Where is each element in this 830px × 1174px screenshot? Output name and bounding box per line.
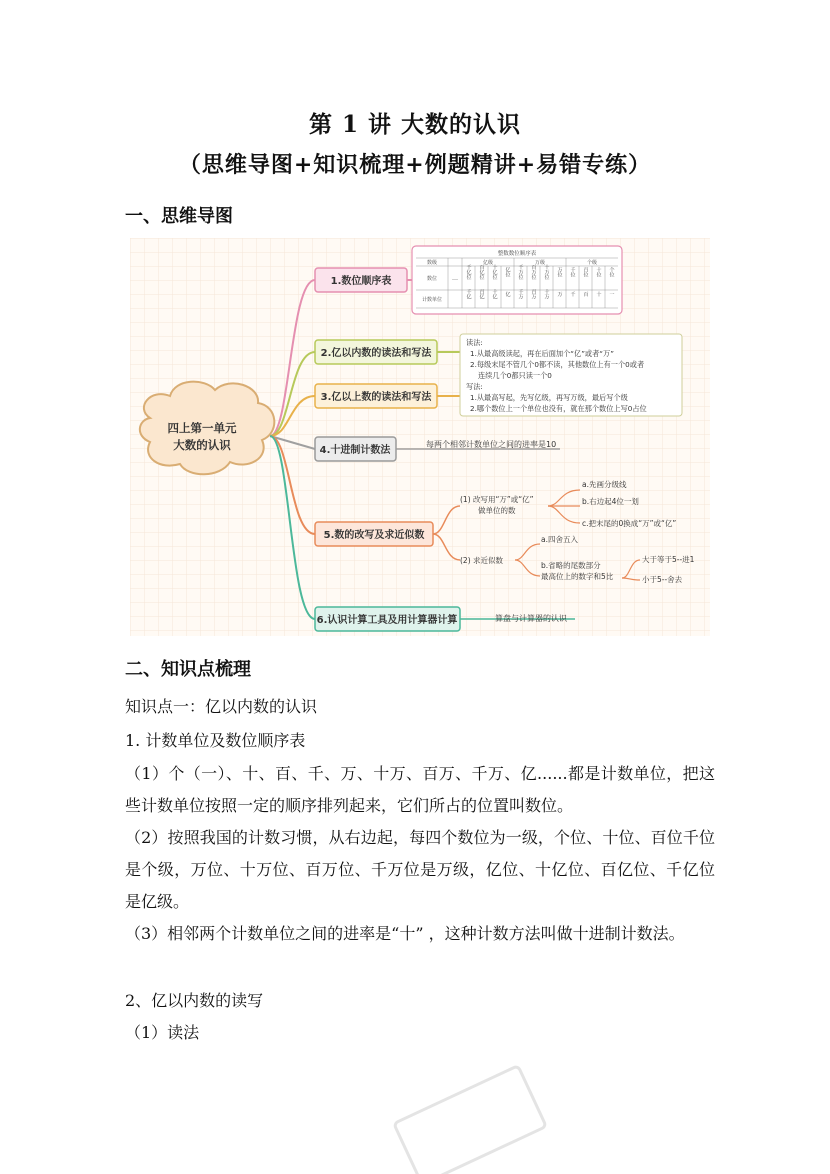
table-group-ge: 个级 <box>586 260 598 266</box>
abacus-note: 算盘与计算器的认识 <box>495 614 567 623</box>
rw-line-4: 连续几个0都只读一个0 <box>478 371 552 380</box>
table-row3-label: 计数单位 <box>421 297 443 303</box>
branch-label-3: 3.亿以上数的读法和写法 <box>320 392 432 403</box>
table-position-cell: 千亿位 <box>465 264 472 280</box>
table-unit-cell: 百亿 <box>478 289 485 299</box>
rw-line-2: 1.从最高级读起，再在后面加个“亿”或者“万” <box>470 349 614 358</box>
table-group-yi: 亿级 <box>482 260 494 266</box>
table-unit-cell: 十 <box>595 291 602 297</box>
center-label-2: 大数的认识 <box>173 438 231 452</box>
table-unit-cell: 十万 <box>543 289 550 299</box>
section-heading-mindmap: 一、思维导图 <box>125 206 233 227</box>
subheading-counting-units: 1. 计数单位及数位顺序表 <box>125 731 306 750</box>
table-position-cell: 个位 <box>608 267 615 277</box>
table-position-cell: 十万位 <box>543 264 550 280</box>
round-step-b1: b.省略的尾数部分 <box>541 561 601 570</box>
table-position-cell: 百位 <box>582 267 589 277</box>
convert-label-1: (1) 改写用“万”或“亿” <box>460 495 534 504</box>
table-position-cell: 十位 <box>595 267 602 277</box>
table-unit-cell: 十亿 <box>491 289 498 299</box>
center-label-1: 四上第一单元 <box>167 421 237 435</box>
table-unit-cell: 百万 <box>530 289 537 299</box>
subheading-read-write: 2、亿以内数的读写 <box>125 991 264 1010</box>
convert-step-b: b.右边起4位一划 <box>582 497 639 506</box>
branch-label-4: 4.十进制计数法 <box>319 445 391 456</box>
rw-line-3: 2.每级末尾不管几个0都不读，其他数位上有一个0或者 <box>470 360 645 369</box>
table-position-cell: 十亿位 <box>491 264 498 280</box>
branch-label-6: 6.认识计算工具及用计算器计算 <box>316 615 458 626</box>
table-unit-cell: 千 <box>569 291 576 297</box>
table-position-cell: 百万位 <box>530 264 537 280</box>
table-unit-cell: 万 <box>556 291 563 297</box>
table-position-cell: 百亿位 <box>478 264 485 280</box>
table-position-cell: 千万位 <box>517 264 524 280</box>
round-lt5: 小于5--舍去 <box>642 575 683 584</box>
table-unit-cell: 千亿 <box>465 289 472 299</box>
table-position-cell: 千位 <box>569 267 576 277</box>
paragraph-3: （3）相邻两个计数单位之间的进率是“十” ，这种计数方法叫做十进制计数法。 <box>125 924 685 943</box>
round-label: (2) 求近似数 <box>460 556 504 565</box>
round-ge5: 大于等于5--进1 <box>642 555 695 564</box>
place-value-table <box>412 246 622 314</box>
table-row1-label: 数级 <box>426 260 438 266</box>
table-unit-cell: 百 <box>582 291 589 297</box>
round-step-b2: 最高位上的数字和5比 <box>541 572 614 581</box>
table-unit-cell: 亿 <box>504 291 511 297</box>
section-heading-knowledge: 二、知识点梳理 <box>125 659 251 680</box>
table-position-cell: 亿位 <box>504 267 511 277</box>
convert-step-a: a.先画分级线 <box>582 480 627 489</box>
watermark <box>392 1064 548 1174</box>
knowledge-point-1: 知识点一：亿以内数的认识 <box>125 697 318 716</box>
decimal-note: 每两个相邻计数单位之间的进率是10 <box>426 440 557 449</box>
convert-label-1b: 做单位的数 <box>478 506 516 515</box>
round-step-a: a.四舍五入 <box>541 535 578 544</box>
page-subtitle: （思维导图+知识梳理+例题精讲+易错专练） <box>178 152 652 178</box>
mind-map <box>130 238 710 636</box>
paragraph-2: （2）按照我国的计数习惯，从右边起，每四个数位为一级，个位、十位、百位千位是个级，万位、十万位、百万位、千万位是万级，亿位、十亿位、百亿位、千亿位是亿级。 <box>125 828 715 911</box>
branch-label-2: 2.亿以内数的读法和写法 <box>320 348 432 359</box>
table-caption: 整数数位顺序表 <box>497 251 537 257</box>
rw-line-5: 写法: <box>466 382 483 391</box>
table-position-cell: 万位 <box>556 267 563 277</box>
convert-step-c: c.把末尾的0换成“万”或“亿” <box>582 519 677 528</box>
read-write-note <box>460 334 682 416</box>
center-cloud <box>140 382 274 475</box>
table-unit-cell: 千万 <box>517 289 524 299</box>
table-dots: … <box>452 275 458 282</box>
branch-label-1: 1.数位顺序表 <box>330 276 392 287</box>
rw-line-1: 读法: <box>466 338 483 347</box>
branch-label-5: 5.数的改写及求近似数 <box>323 530 425 541</box>
rw-line-7: 2.哪个数位上一个单位也没有，就在那个数位上写0占位 <box>470 404 647 413</box>
rw-line-6: 1.从最高写起，先写亿级，再写万级，最后写个级 <box>470 393 628 402</box>
table-row2-label: 数位 <box>426 276 438 282</box>
subheading-reading: （1）读法 <box>125 1023 200 1042</box>
paragraph-1: （1）个（一）、十、百、千、万、十万、百万、千万、亿......都是计数单位，把这些计数单位按照一定的顺序排列起来，它们所占的位置叫数位。 <box>125 764 715 815</box>
table-unit-cell: 一 <box>608 291 615 297</box>
table-group-wan: 万级 <box>534 260 546 266</box>
page-title: 第 1 讲 大数的认识 <box>308 111 522 138</box>
